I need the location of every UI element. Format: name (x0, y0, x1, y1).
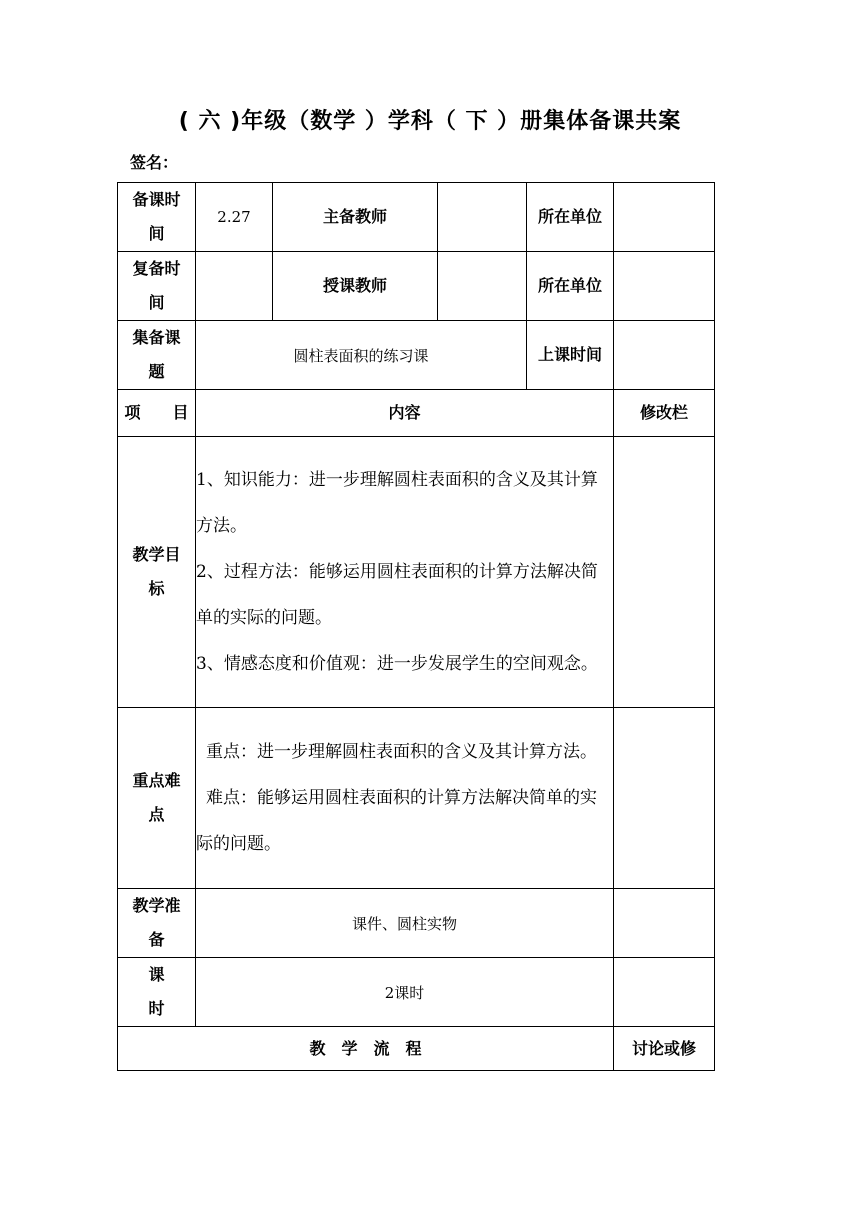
lead-teacher-value (438, 183, 527, 252)
table-row (118, 708, 715, 889)
table-row (118, 437, 715, 708)
objectives-label: 教学目标 (118, 437, 196, 708)
objectives-content (196, 437, 614, 708)
prep-time-label: 备课时间 (118, 183, 196, 252)
key-points-label: 重点难点 (118, 708, 196, 889)
revision-cell (614, 889, 715, 958)
difficult-point-item: 难点：能够运用圆柱表面积的计算方法解决简单的实际的问题。 (196, 788, 597, 854)
periods-label: 课时 (118, 958, 196, 1027)
class-time-label: 上课时间 (527, 321, 614, 390)
teaching-flow-label: 教 学 流 程 (118, 1027, 614, 1071)
teaching-teacher-value (438, 252, 527, 321)
item-header: 项 目 (118, 390, 196, 437)
key-points-content (196, 708, 614, 889)
discussion-revision-label: 讨论或修 (614, 1027, 715, 1071)
preparation-label: 教学准备 (118, 889, 196, 958)
revision-cell (614, 708, 715, 889)
lesson-plan-table (117, 182, 715, 1071)
revision-cell (614, 437, 715, 708)
lead-teacher-label: 主备教师 (273, 183, 438, 252)
topic-value: 圆柱表面积的练习课 (196, 321, 527, 390)
table-row (118, 183, 715, 252)
unit-value (614, 183, 715, 252)
review-time-label: 复备时间 (118, 252, 196, 321)
table-row (118, 252, 715, 321)
topic-label: 集备课题 (118, 321, 196, 390)
revision-header: 修改栏 (614, 390, 715, 437)
class-time-value (614, 321, 715, 390)
unit-value (614, 252, 715, 321)
objective-item: 2、过程方法：能够运用圆柱表面积的计算方法解决简单的实际的问题。 (196, 562, 598, 628)
unit-label: 所在单位 (527, 252, 614, 321)
table-header-row (118, 390, 715, 437)
prep-time-value: 2.27 (196, 183, 273, 252)
table-row (118, 889, 715, 958)
review-time-value (196, 252, 273, 321)
revision-cell (614, 958, 715, 1027)
table-row (118, 958, 715, 1027)
signature-label: 签名： (130, 153, 179, 172)
periods-value: 2课时 (196, 958, 614, 1027)
unit-label: 所在单位 (527, 183, 614, 252)
table-row (118, 321, 715, 390)
preparation-value: 课件、圆柱实物 (196, 889, 614, 958)
objective-item: 3、情感态度和价值观：进一步发展学生的空间观念。 (196, 654, 598, 674)
document-title: ( 六 )年级（数学 ）学科（ 下 ）册集体备课共案 (178, 109, 682, 134)
content-header: 内容 (196, 390, 614, 437)
key-point-item: 重点：进一步理解圆柱表面积的含义及其计算方法。 (206, 742, 597, 762)
objective-item: 1、知识能力：进一步理解圆柱表面积的含义及其计算方法。 (196, 470, 598, 536)
teaching-teacher-label: 授课教师 (273, 252, 438, 321)
table-row (118, 1027, 715, 1071)
